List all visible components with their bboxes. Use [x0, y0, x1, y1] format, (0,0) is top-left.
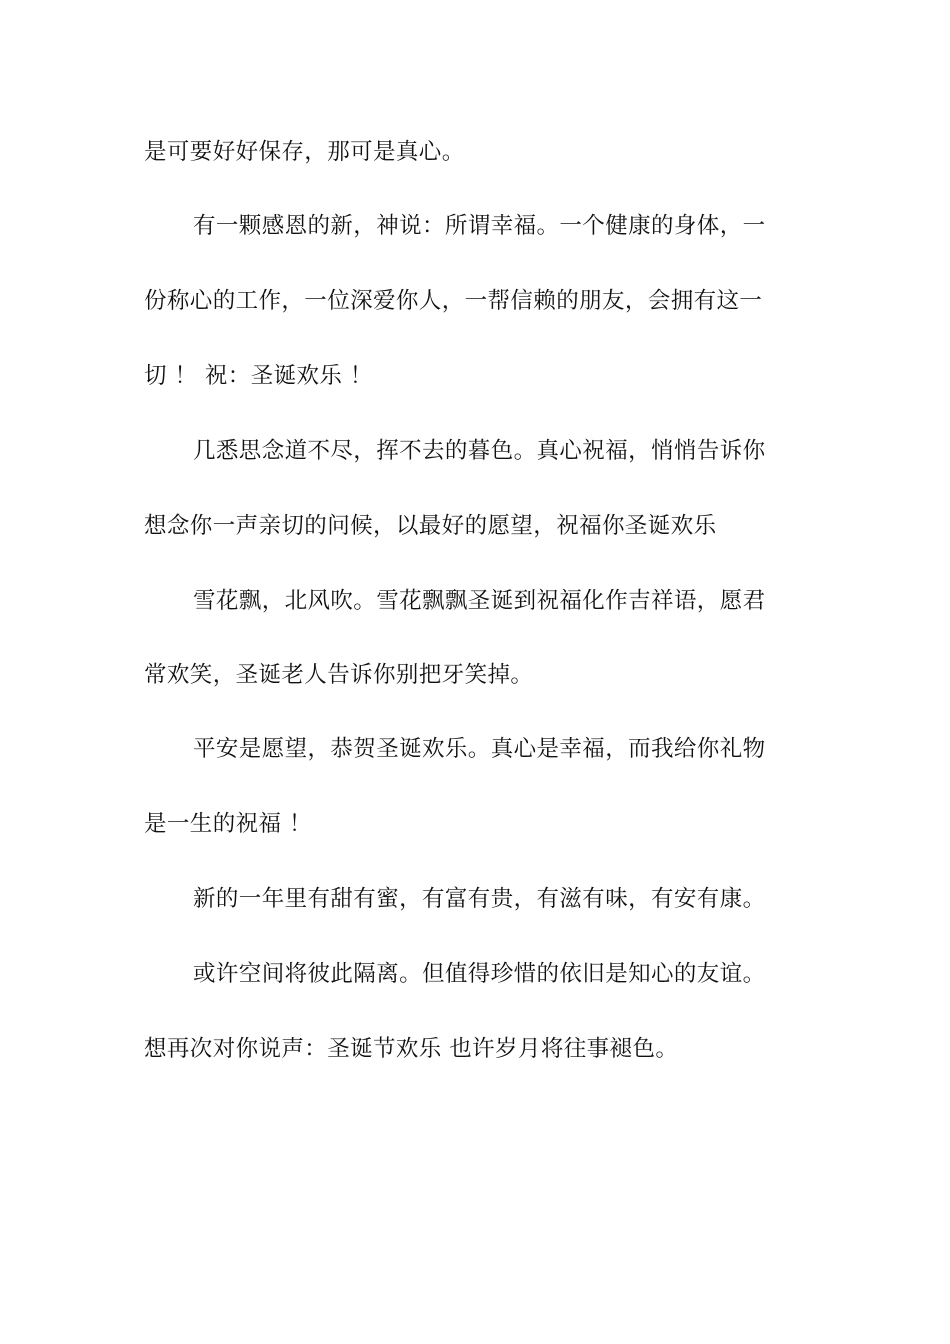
text-line: 是一生的祝福 ！ [144, 811, 312, 837]
text-line: 常欢笑，圣诞老人告诉你别把牙笑掉。 [144, 662, 534, 688]
paragraph-start: 或许空间将彼此隔离。但值得珍惜的依旧是知心的友谊。 [193, 961, 766, 987]
text-line: 份称心的工作，一位深爱你人，一帮信赖的朋友，会拥有这一 [144, 288, 763, 314]
text-line: 是可要好好保存，那可是真心。 [144, 139, 465, 165]
paragraph-start: 几悉思念道不尽，挥不去的暮色。真心祝福，悄悄告诉你 [193, 438, 766, 464]
paragraph-start: 雪花飘，北风吹。雪花飘飘圣诞到祝福化作吉祥语，愿君 [193, 588, 766, 614]
paragraph-start: 平安是愿望，恭贺圣诞欢乐。真心是幸福，而我给你礼物 [193, 736, 766, 762]
text-line: 切 ！ 祝：圣诞欢乐 ！ [144, 363, 373, 389]
paragraph-start: 有一颗感恩的新，神说：所谓幸福。一个健康的身体，一 [193, 213, 766, 239]
paragraph-start: 新的一年里有甜有蜜，有富有贵，有滋有味，有安有康。 [193, 886, 766, 912]
text-line: 想再次对你说声：圣诞节欢乐 也许岁月将往事褪色。 [144, 1036, 679, 1062]
text-line: 想念你一声亲切的问候，以最好的愿望，祝福你圣诞欢乐 [144, 513, 717, 539]
